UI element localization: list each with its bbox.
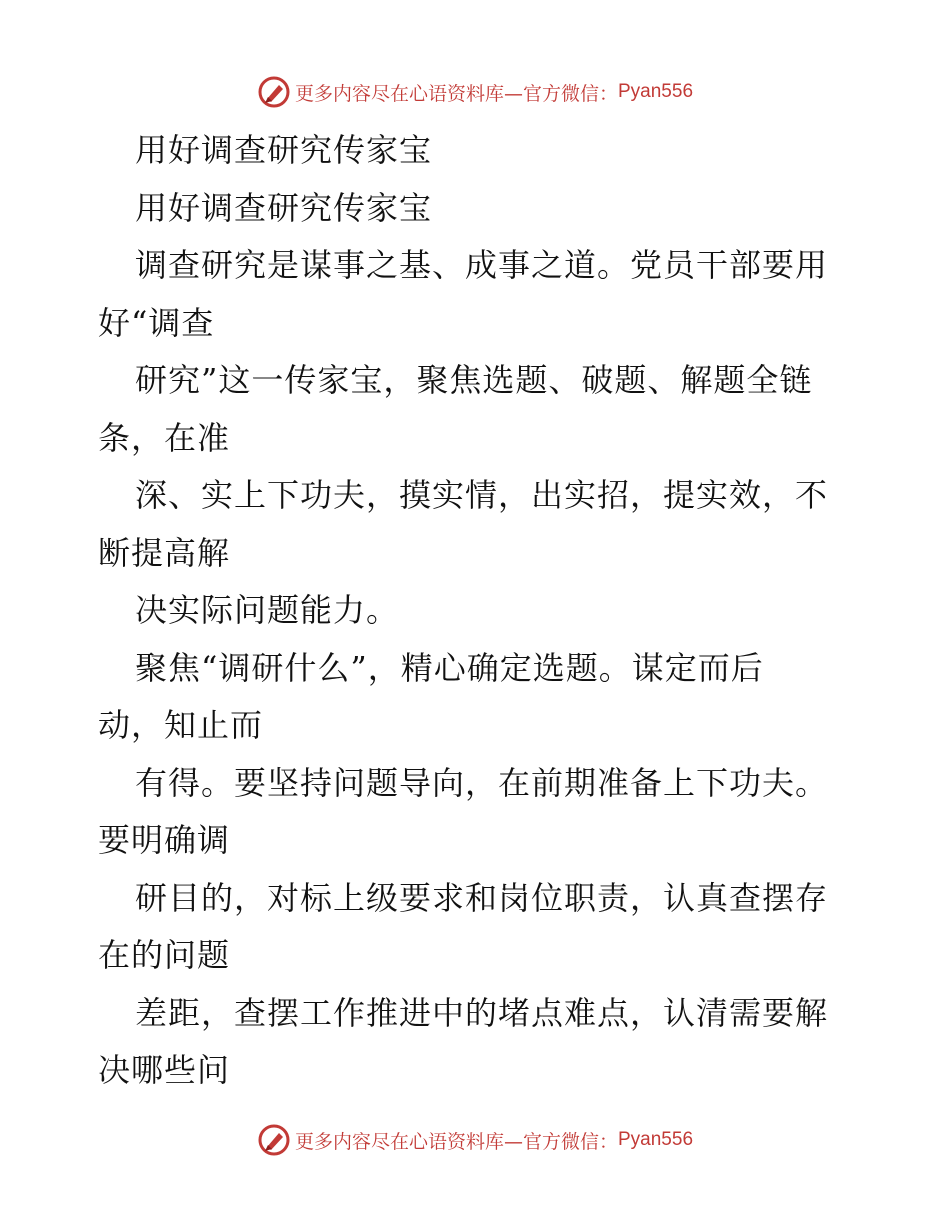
text-line: 决哪些问 xyxy=(98,1051,231,1089)
header-watermark xyxy=(0,72,950,112)
text-line: 聚焦“调研什么”，精心确定选题。谋定而后 xyxy=(135,648,764,687)
watermark-handle: Pyan556 xyxy=(618,81,694,102)
text-line: 在的问题 xyxy=(98,936,231,974)
pen-logo-icon xyxy=(257,75,291,109)
watermark-text: 更多内容尽在心语资料库—官方微信： xyxy=(294,82,618,105)
text-line: 研究”这一传家宝，聚焦选题、破题、解题全链 xyxy=(135,361,813,399)
watermark-handle: Pyan556 xyxy=(618,1129,694,1150)
text-line: 好“调查 xyxy=(98,303,215,342)
text-line: 用好调查研究传家宝 xyxy=(135,131,433,169)
text-line: 决实际问题能力。 xyxy=(135,591,400,629)
text-line: 要明确调 xyxy=(98,821,231,859)
text-line: 深、实上下功夫，摸实情，出实招，提实效，不 xyxy=(135,476,829,514)
text-line: 研目的，对标上级要求和岗位职责，认真查摆存 xyxy=(135,878,829,917)
footer-watermark xyxy=(0,1120,950,1160)
text-line: 动，知止而 xyxy=(98,706,264,744)
document-body xyxy=(98,122,858,1100)
text-line: 调查研究是谋事之基、成事之道。党员干部要用 xyxy=(135,246,829,284)
pen-logo-icon xyxy=(257,1123,291,1157)
text-line: 断提高解 xyxy=(98,533,231,572)
text-line: 差距，查摆工作推进中的堵点难点，认清需要解 xyxy=(135,993,829,1032)
text-line: 条，在准 xyxy=(98,418,231,457)
text-line: 有得。要坚持问题导向，在前期准备上下功夫。 xyxy=(135,763,829,802)
watermark-text: 更多内容尽在心语资料库—官方微信： xyxy=(294,1130,618,1153)
text-line: 用好调查研究传家宝 xyxy=(135,188,433,227)
